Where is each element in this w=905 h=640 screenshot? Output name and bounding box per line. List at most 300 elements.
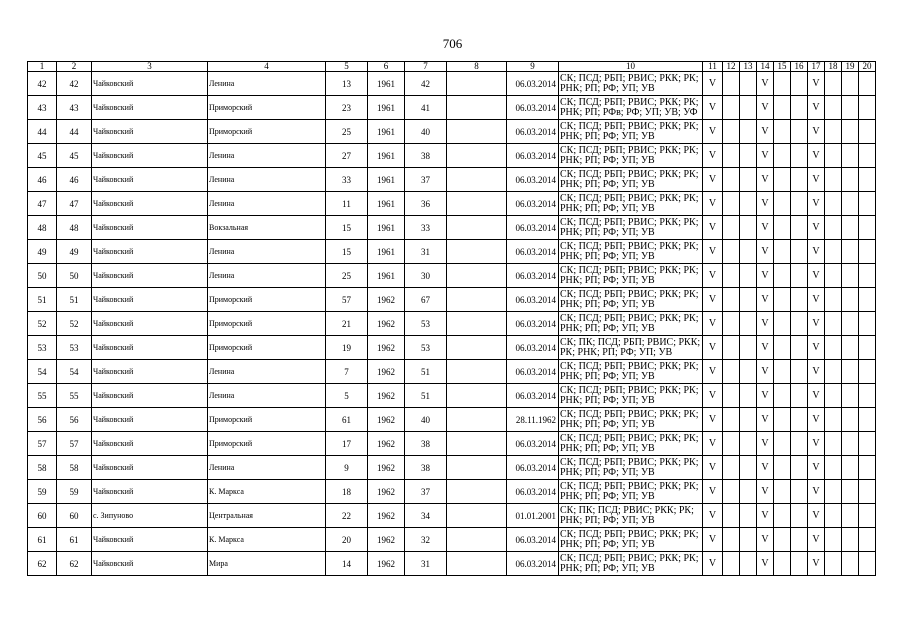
count-cell: 38 — [405, 456, 447, 480]
mark-col-11: V — [703, 264, 723, 288]
row-number: 58 — [28, 456, 57, 480]
mark-col-19 — [842, 168, 859, 192]
mark-col-15 — [774, 240, 791, 264]
settlement-cell: Чайковский — [92, 480, 208, 504]
row-number: 51 — [28, 288, 57, 312]
column-8-cell — [447, 432, 507, 456]
mark-col-19 — [842, 264, 859, 288]
mark-col-14: V — [757, 312, 774, 336]
mark-col-17: V — [808, 288, 825, 312]
mark-col-15 — [774, 552, 791, 576]
mark-col-13 — [740, 432, 757, 456]
mark-col-16 — [791, 120, 808, 144]
mark-col-18 — [825, 240, 842, 264]
mark-col-20 — [859, 216, 876, 240]
settlement-cell: Чайковский — [92, 552, 208, 576]
mark-col-20 — [859, 456, 876, 480]
table-row — [28, 144, 876, 168]
row-number: 57 — [28, 432, 57, 456]
codes-cell: СК; ПСД; РБП; РВИС; РКК; РК; РНК; РП; РФ; УП; УВ — [559, 528, 703, 552]
building-number: 53 — [57, 336, 92, 360]
mark-col-12 — [723, 240, 740, 264]
mark-col-20 — [859, 384, 876, 408]
mark-col-20 — [859, 288, 876, 312]
mark-col-16 — [791, 312, 808, 336]
table-row — [28, 120, 876, 144]
mark-col-17: V — [808, 432, 825, 456]
codes-cell: СК; ПСД; РБП; РВИС; РКК; РК; РНК; РП; РФв; РФ; УП; УВ; УФ — [559, 96, 703, 120]
mark-col-15 — [774, 144, 791, 168]
settlement-cell: Чайковский — [92, 192, 208, 216]
row-number: 56 — [28, 408, 57, 432]
mark-col-18 — [825, 288, 842, 312]
codes-cell: СК; ПСД; РБП; РВИС; РКК; РК; РНК; РП; РФ; УП; УВ — [559, 312, 703, 336]
mark-col-15 — [774, 216, 791, 240]
count-cell: 32 — [405, 528, 447, 552]
building-number: 45 — [57, 144, 92, 168]
column-8-cell — [447, 216, 507, 240]
mark-col-14: V — [757, 192, 774, 216]
building-number: 62 — [57, 552, 92, 576]
mark-col-11: V — [703, 336, 723, 360]
table-row — [28, 72, 876, 96]
settlement-cell: Чайковский — [92, 408, 208, 432]
date-cell: 06.03.2014 — [507, 336, 559, 360]
mark-col-16 — [791, 360, 808, 384]
mark-col-18 — [825, 144, 842, 168]
count-cell: 34 — [405, 504, 447, 528]
column-header-1: 1 — [28, 62, 57, 72]
mark-col-16 — [791, 528, 808, 552]
column-header-5: 5 — [326, 62, 368, 72]
street-cell: Ленина — [208, 144, 326, 168]
mark-col-13 — [740, 120, 757, 144]
street-cell: Приморский — [208, 336, 326, 360]
house-number-cell: 11 — [326, 192, 368, 216]
column-8-cell — [447, 168, 507, 192]
mark-col-13 — [740, 504, 757, 528]
mark-col-13 — [740, 96, 757, 120]
mark-col-12 — [723, 360, 740, 384]
mark-col-18 — [825, 192, 842, 216]
settlement-cell: Чайковский — [92, 288, 208, 312]
count-cell: 51 — [405, 384, 447, 408]
mark-col-16 — [791, 168, 808, 192]
row-number: 43 — [28, 96, 57, 120]
table-row — [28, 192, 876, 216]
house-number-cell: 15 — [326, 240, 368, 264]
mark-col-17: V — [808, 336, 825, 360]
building-number: 51 — [57, 288, 92, 312]
mark-col-20 — [859, 120, 876, 144]
mark-col-14: V — [757, 336, 774, 360]
mark-col-20 — [859, 528, 876, 552]
table-row — [28, 168, 876, 192]
mark-col-12 — [723, 216, 740, 240]
column-header-18: 18 — [825, 62, 842, 72]
building-number: 58 — [57, 456, 92, 480]
mark-col-12 — [723, 288, 740, 312]
building-number: 61 — [57, 528, 92, 552]
mark-col-13 — [740, 336, 757, 360]
mark-col-17: V — [808, 168, 825, 192]
mark-col-14: V — [757, 552, 774, 576]
mark-col-15 — [774, 456, 791, 480]
mark-col-12 — [723, 408, 740, 432]
house-number-cell: 21 — [326, 312, 368, 336]
mark-col-17: V — [808, 72, 825, 96]
date-cell: 06.03.2014 — [507, 528, 559, 552]
mark-col-12 — [723, 120, 740, 144]
mark-col-16 — [791, 192, 808, 216]
year-cell: 1962 — [368, 288, 405, 312]
mark-col-15 — [774, 120, 791, 144]
mark-col-13 — [740, 360, 757, 384]
year-cell: 1962 — [368, 480, 405, 504]
building-number: 60 — [57, 504, 92, 528]
codes-cell: СК; ПСД; РБП; РВИС; РКК; РК; РНК; РП; РФ; УП; УВ — [559, 120, 703, 144]
row-number: 55 — [28, 384, 57, 408]
mark-col-14: V — [757, 456, 774, 480]
count-cell: 40 — [405, 408, 447, 432]
row-number: 59 — [28, 480, 57, 504]
mark-col-15 — [774, 312, 791, 336]
table-row — [28, 528, 876, 552]
row-number: 54 — [28, 360, 57, 384]
mark-col-16 — [791, 264, 808, 288]
year-cell: 1961 — [368, 120, 405, 144]
mark-col-13 — [740, 288, 757, 312]
column-8-cell — [447, 456, 507, 480]
codes-cell: СК; ПСД; РБП; РВИС; РКК; РК; РНК; РП; РФ; УП; УВ — [559, 192, 703, 216]
mark-col-18 — [825, 384, 842, 408]
mark-col-19 — [842, 144, 859, 168]
mark-col-19 — [842, 192, 859, 216]
table-row — [28, 384, 876, 408]
mark-col-13 — [740, 312, 757, 336]
count-cell: 30 — [405, 264, 447, 288]
street-cell: Ленина — [208, 456, 326, 480]
date-cell: 06.03.2014 — [507, 240, 559, 264]
column-8-cell — [447, 384, 507, 408]
row-number: 45 — [28, 144, 57, 168]
mark-col-15 — [774, 480, 791, 504]
mark-col-20 — [859, 552, 876, 576]
count-cell: 53 — [405, 312, 447, 336]
mark-col-17: V — [808, 504, 825, 528]
street-cell: К. Маркса — [208, 528, 326, 552]
mark-col-19 — [842, 336, 859, 360]
count-cell: 31 — [405, 240, 447, 264]
mark-col-19 — [842, 408, 859, 432]
count-cell: 41 — [405, 96, 447, 120]
column-8-cell — [447, 72, 507, 96]
count-cell: 42 — [405, 72, 447, 96]
house-number-cell: 5 — [326, 384, 368, 408]
codes-cell: СК; ПСД; РБП; РВИС; РКК; РК; РНК; РП; РФ; УП; УВ — [559, 384, 703, 408]
mark-col-19 — [842, 120, 859, 144]
date-cell: 06.03.2014 — [507, 360, 559, 384]
house-number-cell: 27 — [326, 144, 368, 168]
street-cell: Мира — [208, 552, 326, 576]
year-cell: 1961 — [368, 72, 405, 96]
mark-col-13 — [740, 216, 757, 240]
mark-col-18 — [825, 528, 842, 552]
date-cell: 28.11.1962 — [507, 408, 559, 432]
date-cell: 06.03.2014 — [507, 480, 559, 504]
mark-col-19 — [842, 288, 859, 312]
mark-col-19 — [842, 432, 859, 456]
mark-col-16 — [791, 240, 808, 264]
mark-col-17: V — [808, 384, 825, 408]
house-number-cell: 18 — [326, 480, 368, 504]
mark-col-17: V — [808, 456, 825, 480]
mark-col-14: V — [757, 288, 774, 312]
house-number-cell: 25 — [326, 120, 368, 144]
codes-cell: СК; ПСД; РБП; РВИС; РКК; РК; РНК; РП; РФ; УП; УВ — [559, 288, 703, 312]
mark-col-18 — [825, 432, 842, 456]
street-cell: Ленина — [208, 192, 326, 216]
mark-col-18 — [825, 120, 842, 144]
mark-col-14: V — [757, 96, 774, 120]
mark-col-18 — [825, 264, 842, 288]
mark-col-12 — [723, 432, 740, 456]
mark-col-18 — [825, 72, 842, 96]
date-cell: 06.03.2014 — [507, 264, 559, 288]
mark-col-14: V — [757, 264, 774, 288]
column-header-2: 2 — [57, 62, 92, 72]
building-number: 52 — [57, 312, 92, 336]
mark-col-12 — [723, 456, 740, 480]
column-8-cell — [447, 408, 507, 432]
mark-col-13 — [740, 480, 757, 504]
street-cell: Ленина — [208, 264, 326, 288]
mark-col-11: V — [703, 120, 723, 144]
row-number: 46 — [28, 168, 57, 192]
registry-table — [27, 61, 876, 576]
mark-col-18 — [825, 408, 842, 432]
mark-col-13 — [740, 384, 757, 408]
count-cell: 33 — [405, 216, 447, 240]
mark-col-19 — [842, 96, 859, 120]
column-header-4: 4 — [208, 62, 326, 72]
mark-col-17: V — [808, 216, 825, 240]
building-number: 56 — [57, 408, 92, 432]
settlement-cell: Чайковский — [92, 336, 208, 360]
codes-cell: СК; ПСД; РБП; РВИС; РКК; РК; РНК; РП; РФ; УП; УВ — [559, 456, 703, 480]
building-number: 57 — [57, 432, 92, 456]
building-number: 47 — [57, 192, 92, 216]
mark-col-12 — [723, 504, 740, 528]
settlement-cell: Чайковский — [92, 264, 208, 288]
column-header-20: 20 — [859, 62, 876, 72]
year-cell: 1962 — [368, 456, 405, 480]
settlement-cell: с. Зипуново — [92, 504, 208, 528]
table-row — [28, 264, 876, 288]
building-number: 48 — [57, 216, 92, 240]
settlement-cell: Чайковский — [92, 384, 208, 408]
year-cell: 1962 — [368, 384, 405, 408]
settlement-cell: Чайковский — [92, 240, 208, 264]
date-cell: 06.03.2014 — [507, 432, 559, 456]
street-cell: Приморский — [208, 120, 326, 144]
year-cell: 1962 — [368, 552, 405, 576]
settlement-cell: Чайковский — [92, 168, 208, 192]
mark-col-16 — [791, 552, 808, 576]
building-number: 50 — [57, 264, 92, 288]
mark-col-13 — [740, 552, 757, 576]
mark-col-15 — [774, 192, 791, 216]
mark-col-20 — [859, 312, 876, 336]
column-8-cell — [447, 528, 507, 552]
mark-col-15 — [774, 336, 791, 360]
table-body — [28, 72, 876, 576]
mark-col-11: V — [703, 552, 723, 576]
mark-col-12 — [723, 168, 740, 192]
building-number: 55 — [57, 384, 92, 408]
table-row — [28, 408, 876, 432]
mark-col-15 — [774, 288, 791, 312]
year-cell: 1961 — [368, 264, 405, 288]
year-cell: 1961 — [368, 192, 405, 216]
row-number: 62 — [28, 552, 57, 576]
mark-col-11: V — [703, 168, 723, 192]
settlement-cell: Чайковский — [92, 96, 208, 120]
column-header-17: 17 — [808, 62, 825, 72]
table-row — [28, 480, 876, 504]
mark-col-13 — [740, 144, 757, 168]
mark-col-12 — [723, 96, 740, 120]
house-number-cell: 61 — [326, 408, 368, 432]
street-cell: Приморский — [208, 96, 326, 120]
column-8-cell — [447, 144, 507, 168]
mark-col-13 — [740, 408, 757, 432]
mark-col-17: V — [808, 120, 825, 144]
mark-col-13 — [740, 264, 757, 288]
building-number: 59 — [57, 480, 92, 504]
count-cell: 31 — [405, 552, 447, 576]
mark-col-19 — [842, 456, 859, 480]
mark-col-20 — [859, 336, 876, 360]
mark-col-17: V — [808, 528, 825, 552]
mark-col-13 — [740, 528, 757, 552]
date-cell: 01.01.2001 — [507, 504, 559, 528]
mark-col-11: V — [703, 96, 723, 120]
house-number-cell: 17 — [326, 432, 368, 456]
column-8-cell — [447, 288, 507, 312]
mark-col-18 — [825, 216, 842, 240]
year-cell: 1962 — [368, 312, 405, 336]
count-cell: 67 — [405, 288, 447, 312]
mark-col-15 — [774, 408, 791, 432]
column-header-19: 19 — [842, 62, 859, 72]
column-header-14: 14 — [757, 62, 774, 72]
mark-col-17: V — [808, 144, 825, 168]
mark-col-17: V — [808, 480, 825, 504]
mark-col-14: V — [757, 504, 774, 528]
mark-col-11: V — [703, 360, 723, 384]
row-number: 60 — [28, 504, 57, 528]
count-cell: 37 — [405, 168, 447, 192]
table-row — [28, 504, 876, 528]
column-8-cell — [447, 120, 507, 144]
count-cell: 38 — [405, 144, 447, 168]
mark-col-20 — [859, 192, 876, 216]
mark-col-16 — [791, 432, 808, 456]
mark-col-15 — [774, 432, 791, 456]
house-number-cell: 20 — [326, 528, 368, 552]
date-cell: 06.03.2014 — [507, 312, 559, 336]
codes-cell: СК; ПСД; РБП; РВИС; РКК; РК; РНК; РП; РФ; УП; УВ — [559, 72, 703, 96]
table-row — [28, 360, 876, 384]
mark-col-18 — [825, 360, 842, 384]
mark-col-14: V — [757, 168, 774, 192]
mark-col-18 — [825, 312, 842, 336]
house-number-cell: 13 — [326, 72, 368, 96]
mark-col-17: V — [808, 264, 825, 288]
mark-col-13 — [740, 168, 757, 192]
house-number-cell: 9 — [326, 456, 368, 480]
mark-col-20 — [859, 96, 876, 120]
street-cell: Вокзальная — [208, 216, 326, 240]
mark-col-19 — [842, 552, 859, 576]
building-number: 44 — [57, 120, 92, 144]
mark-col-17: V — [808, 552, 825, 576]
mark-col-19 — [842, 72, 859, 96]
row-number: 47 — [28, 192, 57, 216]
table-row — [28, 312, 876, 336]
mark-col-16 — [791, 288, 808, 312]
mark-col-18 — [825, 552, 842, 576]
mark-col-14: V — [757, 144, 774, 168]
year-cell: 1961 — [368, 144, 405, 168]
mark-col-12 — [723, 192, 740, 216]
mark-col-11: V — [703, 144, 723, 168]
street-cell: Ленина — [208, 72, 326, 96]
mark-col-12 — [723, 480, 740, 504]
mark-col-13 — [740, 456, 757, 480]
mark-col-19 — [842, 528, 859, 552]
mark-col-13 — [740, 72, 757, 96]
year-cell: 1962 — [368, 360, 405, 384]
house-number-cell: 23 — [326, 96, 368, 120]
mark-col-14: V — [757, 120, 774, 144]
year-cell: 1961 — [368, 240, 405, 264]
column-header-3: 3 — [92, 62, 208, 72]
mark-col-15 — [774, 72, 791, 96]
mark-col-17: V — [808, 192, 825, 216]
date-cell: 06.03.2014 — [507, 384, 559, 408]
house-number-cell: 33 — [326, 168, 368, 192]
count-cell: 36 — [405, 192, 447, 216]
street-cell: Ленина — [208, 360, 326, 384]
codes-cell: СК; ПСД; РБП; РВИС; РКК; РК; РНК; РП; РФ; УП; УВ — [559, 264, 703, 288]
year-cell: 1962 — [368, 504, 405, 528]
street-cell: Приморский — [208, 288, 326, 312]
mark-col-16 — [791, 96, 808, 120]
mark-col-16 — [791, 408, 808, 432]
mark-col-20 — [859, 504, 876, 528]
mark-col-19 — [842, 480, 859, 504]
year-cell: 1961 — [368, 216, 405, 240]
mark-col-20 — [859, 432, 876, 456]
date-cell: 06.03.2014 — [507, 144, 559, 168]
column-8-cell — [447, 240, 507, 264]
mark-col-14: V — [757, 432, 774, 456]
mark-col-11: V — [703, 480, 723, 504]
column-8-cell — [447, 360, 507, 384]
mark-col-11: V — [703, 384, 723, 408]
